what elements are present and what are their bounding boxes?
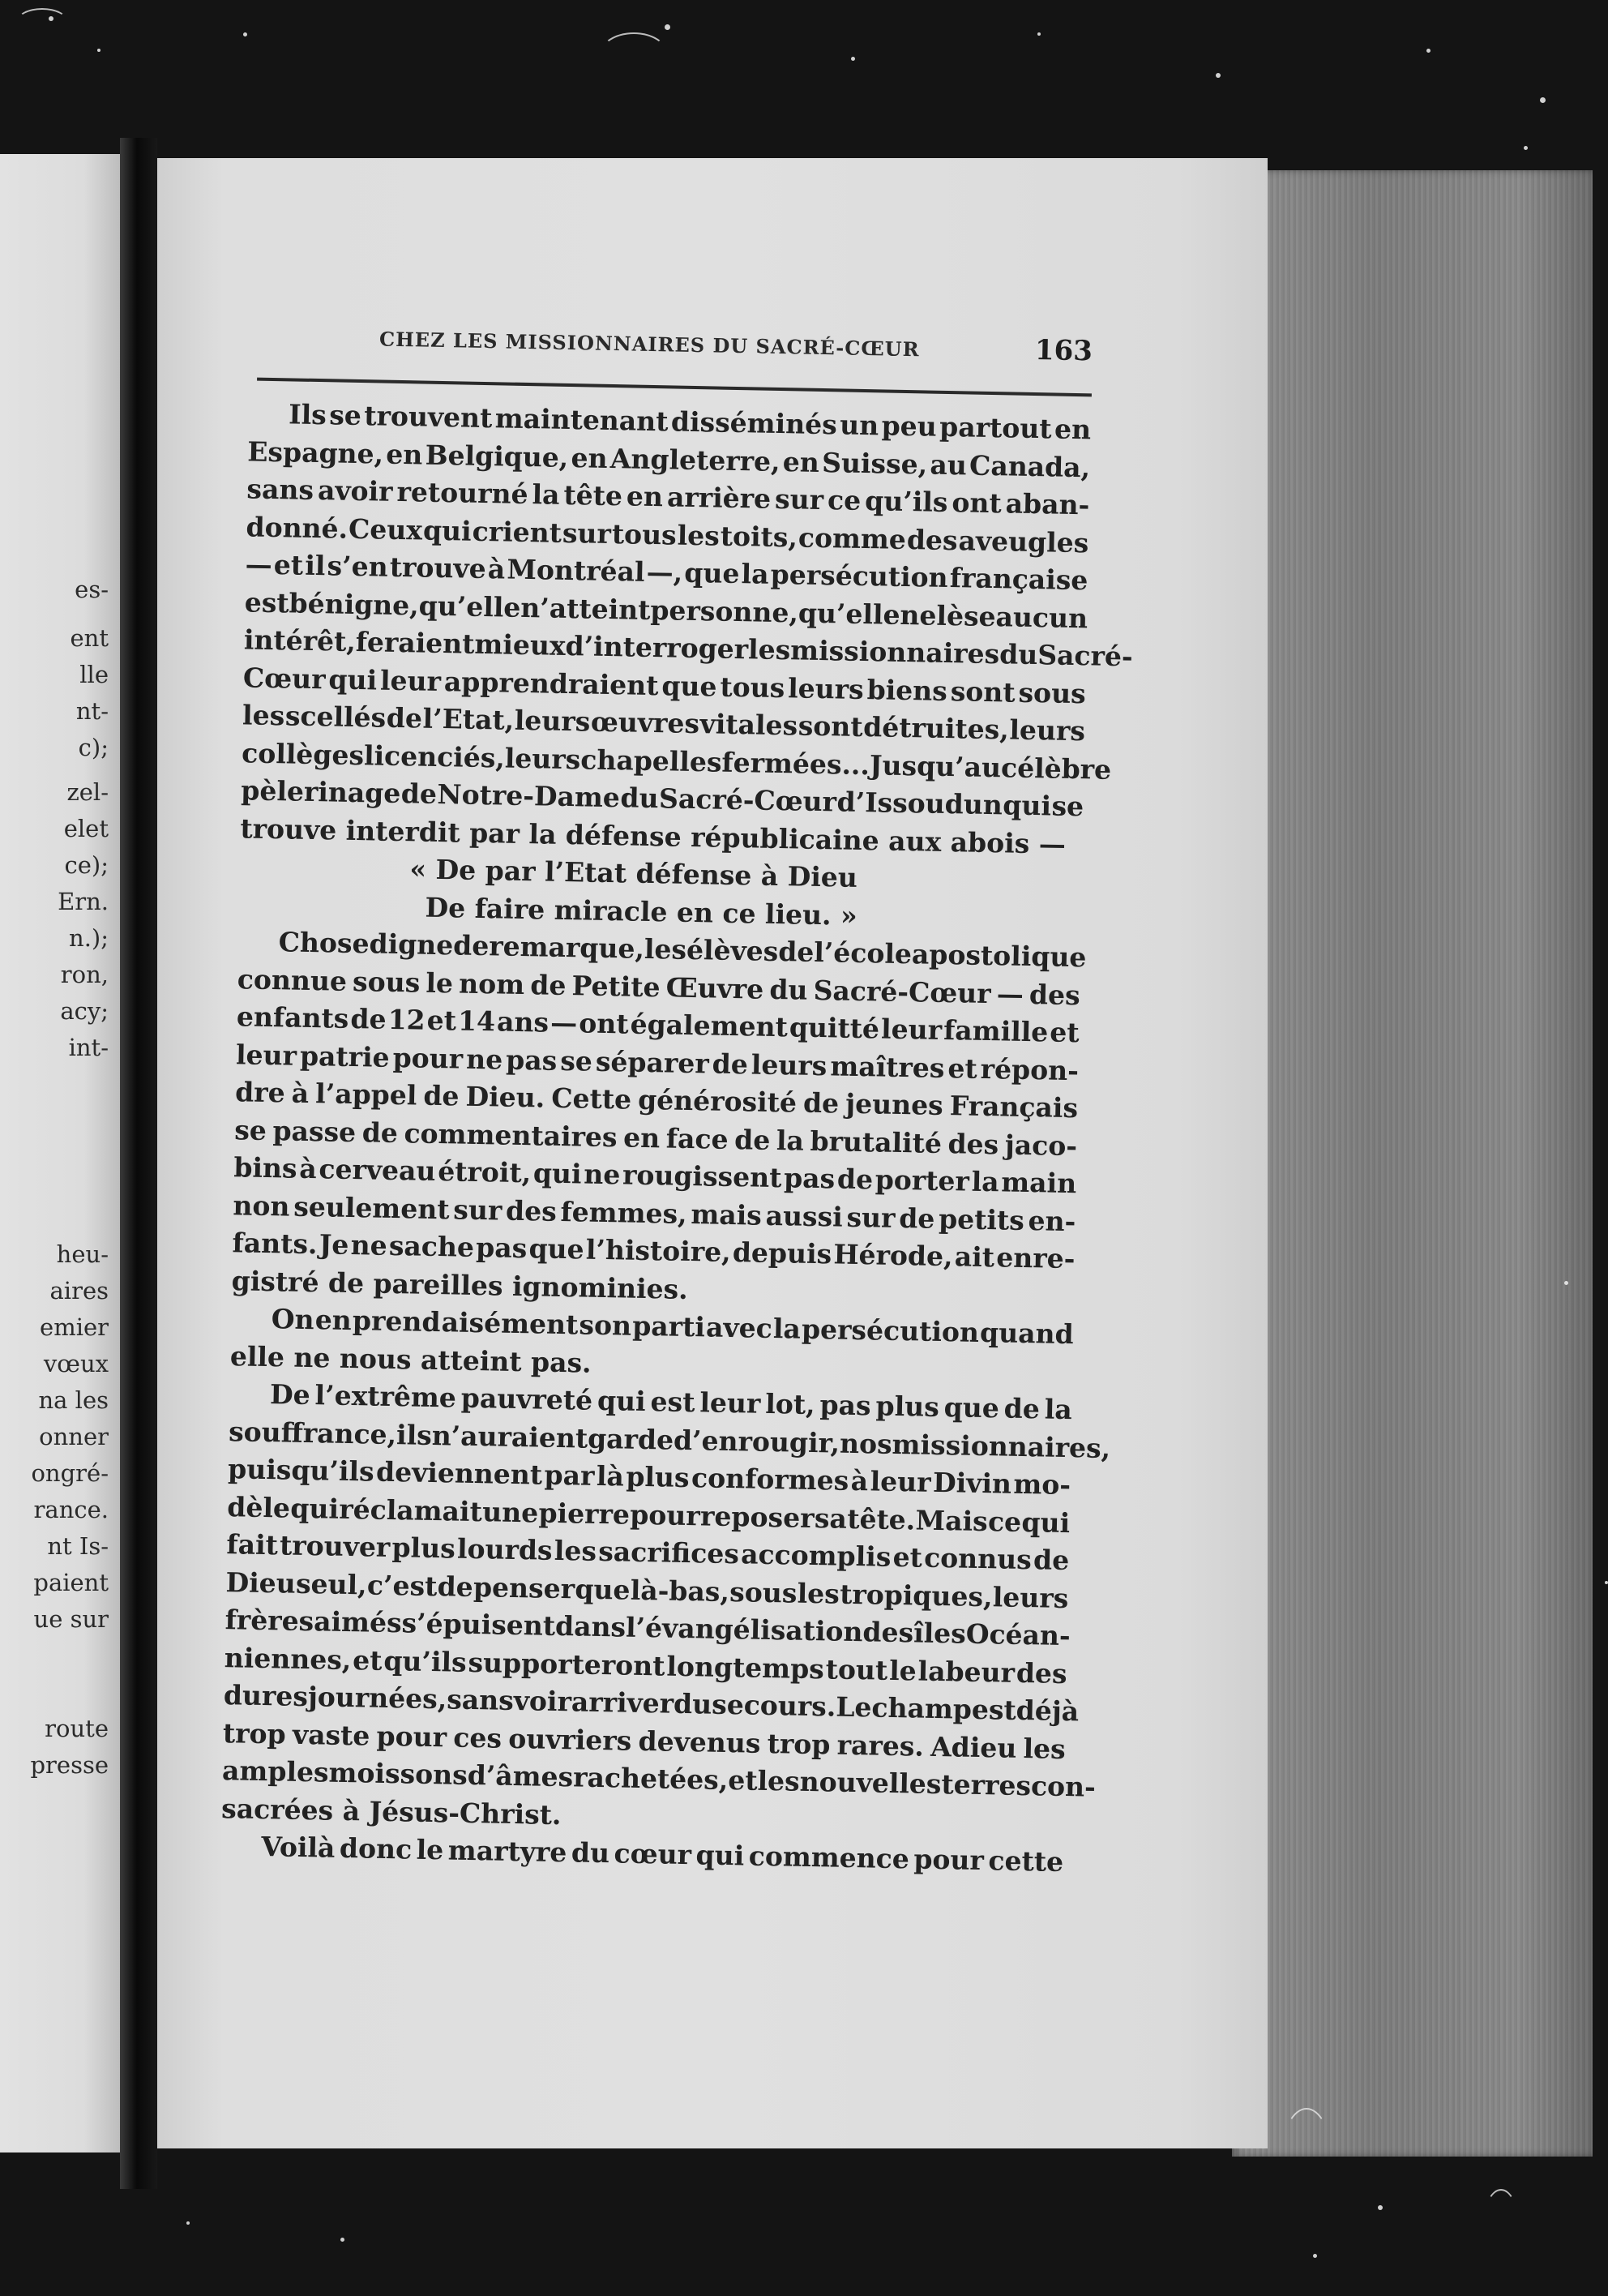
text-line: frères aimés s’épuisent dans l’évangélisation des îles Océan- [225, 1604, 1071, 1652]
text-line: dèle qui réclamait une pierre pour reposer sa tête. Mais ce qui [227, 1490, 1071, 1539]
left-page-fragment: emier [40, 1313, 109, 1341]
dust-speck [1378, 2205, 1383, 2210]
dust-speck [851, 57, 855, 61]
left-page-fragment: zel- [66, 778, 109, 806]
text-line: Ils se trouvent maintenant disséminés un peu partout en [288, 398, 1092, 446]
text-line: Dieu seul, c’est de penser que là-bas, sous les tropiques, leurs [225, 1566, 1069, 1614]
text-line: sans avoir retourné la tête en arrière sur ce qu’ils ont aban- [246, 473, 1090, 521]
dust-speck [1540, 97, 1546, 103]
dust-hair [600, 32, 668, 76]
dust-speck [665, 24, 670, 30]
text-line: On en prend aisément son parti avec la persécution quand [271, 1303, 1075, 1351]
left-page-fragment: ron, [60, 961, 109, 988]
dust-speck [186, 2221, 190, 2225]
book-binding-gutter [120, 138, 157, 2189]
text-line: amples moissons d’âmes rachetées, et les nouvelles terres con- [221, 1754, 1097, 1803]
left-page-fragment: heu- [56, 1240, 109, 1268]
dust-hair [1483, 2189, 1519, 2257]
dust-speck [340, 2238, 344, 2242]
left-page-fragment: ue sur [33, 1605, 109, 1633]
text-line: Cœur qui leur apprendraient que tous leurs biens sont sous [242, 661, 1087, 709]
left-page-fragment: onner [39, 1423, 109, 1450]
left-page-fragment: acy; [60, 997, 109, 1025]
left-page-fragment: es- [75, 576, 109, 603]
text-line: pèlerinage de Notre-Dame du Sacré-Cœur d’Issoudun qui se [240, 774, 1084, 823]
text-line: Voilà donc le martyre du cœur qui commence pour cette [260, 1831, 1064, 1878]
text-line: niennes, et qu’ils supporteront longtemps tout le labeur des [224, 1641, 1067, 1690]
text-line: trouve interdit par la défense républicaine aux abois — [240, 812, 1067, 860]
text-line: dures journées, sans voir arriver du secours. Le champ est déjà [223, 1679, 1080, 1728]
text-line: fait trouver plus lourds les sacrifices accomplis et connus de [226, 1528, 1070, 1577]
left-page-fragment: nt- [75, 697, 109, 725]
text-line: collèges licenciés, leurs chapelles fermées... Jusqu’au célèbre [241, 736, 1112, 786]
left-page-fragment: presse [30, 1751, 109, 1779]
text-line: Espagne, en Belgique, en Angleterre, en Suisse, au Canada, [247, 435, 1091, 483]
text-line: « De par l’Etat défense à Dieu [409, 853, 858, 893]
left-page-fragment: ent [70, 624, 109, 652]
text-line: intérêt, feraient mieux d’interroger les missionnaires du Sacré- [243, 623, 1134, 673]
left-page-text-fragments [0, 154, 120, 2152]
text-line: enfants de 12 et 14 ans — ont également quitté leur famille et [236, 1000, 1080, 1049]
text-line: Chose digne de remarque, les élèves de l’école apostolique [278, 926, 1087, 974]
dust-speck [1216, 73, 1221, 78]
stacked-page-edges [1232, 170, 1593, 2157]
left-page-fragment: paient [33, 1569, 109, 1596]
text-line: sacrées à Jésus-Christ. [220, 1792, 562, 1831]
dust-speck [1524, 146, 1528, 150]
dust-hair [16, 8, 68, 36]
dust-hair [1281, 2108, 1332, 2208]
text-line: elle ne nous atteint pas. [229, 1339, 592, 1379]
text-line: bins à cerveau étroit, qui ne rougissent pas de porter la main [233, 1151, 1077, 1200]
left-page-fragment: na les [38, 1386, 109, 1414]
dust-speck [97, 49, 100, 52]
left-page-fragment: route [45, 1715, 109, 1742]
dust-speck [1037, 32, 1041, 36]
text-line: puisqu’ils deviennent par là plus conformes à leur Divin mo- [227, 1453, 1071, 1501]
left-page-fragment: vœux [43, 1350, 109, 1377]
left-page-fragment: ce); [64, 851, 109, 879]
left-page-fragment: nt Is- [47, 1532, 109, 1560]
text-line: leur patrie pour ne pas se séparer de leurs maîtres et répon- [235, 1038, 1080, 1086]
left-page-fragment: Ern. [58, 888, 109, 915]
text-line: De l’extrême pauvreté qui est leur lot, pas plus que de la [269, 1378, 1073, 1426]
text-line: les scellés de l’Etat, leurs œuvres vitales sont détruites, leurs [242, 699, 1086, 747]
text-line: souffrance, ils n’auraient garde d’en rougir, nos missionnaires, [228, 1415, 1111, 1464]
dust-speck [1605, 1581, 1608, 1584]
left-page-fragment: ongré- [31, 1459, 109, 1487]
left-page-fragment: elet [63, 815, 109, 842]
text-line: fants. Je ne sache pas que l’histoire, depuis Hérode, ait enre- [232, 1227, 1076, 1275]
dust-speck [1564, 1281, 1568, 1285]
body-text [220, 395, 1134, 1881]
left-page-fragment: int- [68, 1034, 109, 1061]
left-page-fragment: c); [78, 734, 109, 761]
text-line: gistré de pareilles ignominies. [231, 1264, 689, 1305]
left-page-fragment: lle [79, 661, 109, 688]
dust-speck [1426, 49, 1431, 53]
text-line: non seulement sur des femmes, mais aussi sur de petits en- [233, 1189, 1076, 1237]
text-line: dre à l’appel de Dieu. Cette générosité de jeunes Français [234, 1076, 1079, 1124]
text-line: donné. Ceux qui crient sur tous les toits, comme des aveugles [246, 510, 1089, 559]
page-number: 163 [1034, 334, 1093, 368]
text-line: se passe de commentaires en face de la brutalité des jaco- [233, 1113, 1078, 1162]
left-page-fragment: rance. [33, 1496, 109, 1523]
dust-speck [1313, 2254, 1317, 2258]
running-head: CHEZ LES MISSIONNAIRES DU SACRÉ-CŒUR [378, 327, 920, 362]
left-page-fragment: n.); [69, 924, 109, 952]
dust-speck [243, 32, 247, 36]
text-line: est bénigne, qu’elle n’atteint personne, qu’elle ne lèse aucun [244, 585, 1088, 634]
text-line: De faire miracle en ce lieu. » [425, 891, 858, 932]
text-line: trop vaste pour ces ouvriers devenus trop rares. Adieu les [222, 1716, 1067, 1765]
left-page-fragment: aires [49, 1277, 109, 1304]
text-line: connue sous le nom de Petite Œuvre du Sacré-Cœur — des [237, 962, 1081, 1011]
text-line: — et il s’en trouve à Montréal —, que la persécution française [245, 548, 1088, 597]
left-facing-page [0, 154, 120, 2152]
